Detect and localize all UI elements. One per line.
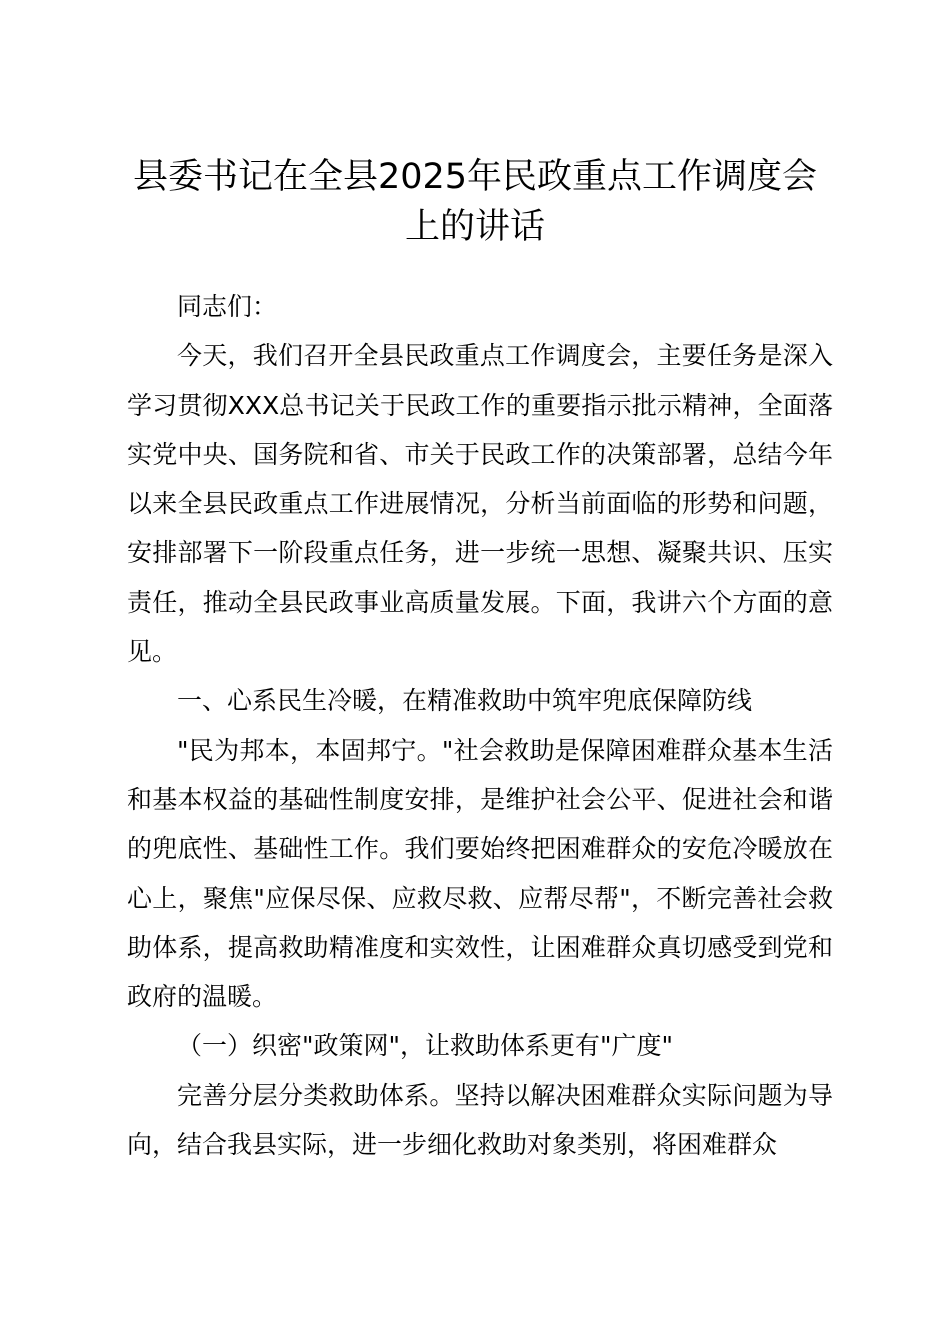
section-heading-1: 一、心系民生冷暖，在精准救助中筑牢兜底保障防线 <box>177 686 753 716</box>
paragraph-subsection-1: 完善分层分类救助体系。坚持以解决困难群众实际问题为导向，结合我县实际，进一步细化救助对象类别，将困难群众 <box>127 1080 833 1160</box>
paragraph-section-1: "民为邦本，本固邦宁。"社会救助是保障困难群众基本生活和基本权益的基础性制度安排，是维护社会公平、促进社会和谐的兜底性、基础性工作。我们要始终把困难群众的安危冷暖放在心上，聚焦"应保尽保、应救尽救、应帮尽帮"，不断完善社会救助体系，提高救助精准度和实效性，让困难群众真切感受到党和政府的温暖。 <box>127 735 833 1012</box>
document-title: 县委书记在全县2025年民政重点工作调度会上的讲话 <box>132 157 818 247</box>
paragraph-intro: 今天，我们召开全县民政重点工作调度会，主要任务是深入学习贯彻XXX总书记关于民政工作的重要指示批示精神，全面落实党中央、国务院和省、市关于民政工作的决策部署，总结今年以来全县民政重点工作进展情况，分析当前面临的形势和问题，安排部署下一阶段重点任务，进一步统一思想、凝聚共识、压实责任，推动全县民政事业高质量发展。下面，我讲六个方面的意见。 <box>127 341 833 667</box>
subsection-heading-1: （一）织密"政策网"，让救助体系更有"广度" <box>177 1031 673 1061</box>
document-body <box>127 282 833 1169</box>
salutation: 同志们： <box>177 292 278 321</box>
